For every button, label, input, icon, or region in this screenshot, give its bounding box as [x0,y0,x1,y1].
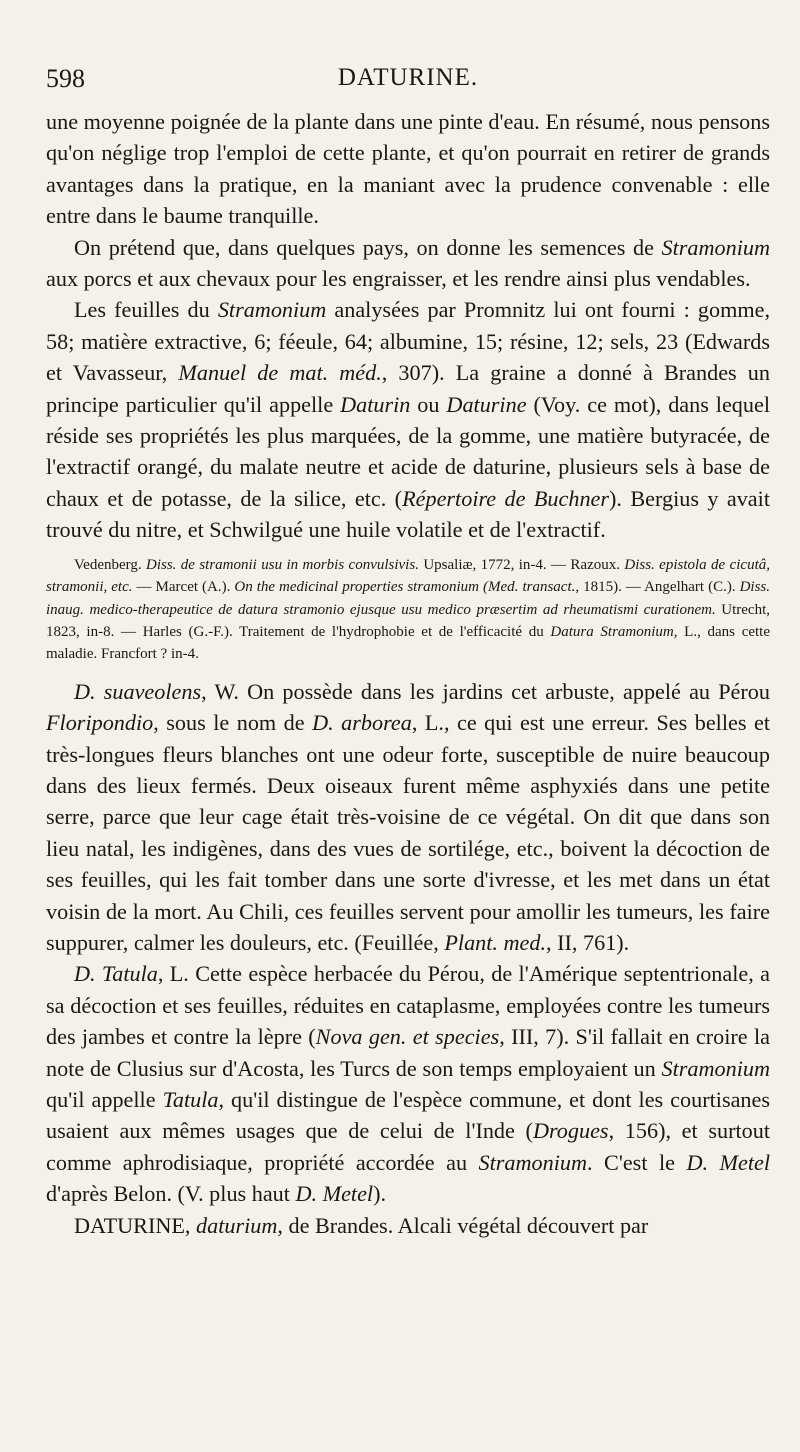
paragraph-suaveolens: D. suaveolens, W. On possède dans les jardins cet arbuste, appelé au Pérou Floripondio, sous le nom de D. arborea, L., ce qui est une erreur. Ses belles et très-longues fleurs blanches ont une odeur forte, susceptible de nuire beaucoup dans des lieux fermés. Deux oiseaux furent même asphyxiés dans une petite serre, parce que leur cage était très-voisine de ce végétal. On dit que dans son lieu natal, les indigènes, dans des vues de sortilége, etc., boivent la décoction de ses feuilles, qui les fait tomber dans une sorte d'ivresse, et les met dans un état voisin de la mort. Au Chili, ces feuilles servent pour amollir les tumeurs, les faire suppurer, calmer les douleurs, etc. (Feuillée, Plant. med., II, 761). [46,678,770,955]
page-body [46,106,770,1241]
paragraph-tatula: D. Tatula, L. Cette espèce herbacée du Pérou, de l'Amérique septentrionale, a sa décoction et ses feuilles, réduites en cataplasme, employées contre les tumeurs des jambes et contre la lèpre (Nova gen. et species, III, 7). S'il fallait en croire la note de Clusius sur d'Acosta, les Turcs de son temps employaient un Stramonium qu'il appelle Tatula, qu'il distingue de l'espèce commune, et dont les courtisanes usaient aux mêmes usages que de celui de l'Inde (Drogues, 156), et surtout comme aphrodisiaque, propriété accordée au Stramonium. C'est le D. Metel d'après Belon. (V. plus haut D. Metel). [46,961,771,1207]
running-head: DATURINE. [337,64,479,91]
paragraph-2: On prétend que, dans quelques pays, on donne les semences de Stramonium aux porcs et aux chevaux pour les engraisser, et les rendre ainsi plus vendables. [46,234,770,292]
paragraph-3: Les feuilles du Stramonium analysées par Promnitz lui ont fourni : gomme, 58; matière extractive, 6; féeule, 64; albumine, 15; résine, 12; sels, 23 (Edwards et Vavasseur, Manuel de mat. méd., 307). La graine a donné à Brandes un principe particulier qu'il appelle Daturin ou Daturine (Voy. ce mot), dans lequel réside ses propriétés les plus marquées, de la gomme, une matière butyracée, de l'extractif orangé, du malate neutre et acide de daturine, plusieurs sels à base de chaux et de potasse, de la silice, etc. (Répertoire de Buchner). Bergius y avait trouvé du nitre, et Schwilgué une huile volatile et de l'extractif. [46,297,771,543]
page-header [46,60,770,100]
paragraph-1: une moyenne poignée de la plante dans une pinte d'eau. En résumé, nous pensons qu'on néglige trop l'emploi de cette plante, et qu'on pourrait en retirer de grands avantages dans la pratique, en la maniant avec la prudence convenable : elle entre dans le baume tranquille. [46,109,770,229]
bibliography-notes: Vedenberg. Diss. de stramonii usu in morbis convulsivis. Upsaliæ, 1772, in-4. — Razoux. Diss. epistola de cicutâ, stramonii, etc. — Marcet (A.). On the medicinal properties stramonium (Med. transact., 1815). — Angelhart (C.). Diss. inaug. medico-therapeutice de datura stramonio ejusque usu medico præsertim ad rheumatismi curationem. Utrecht, 1823, in-8. — Harles (G.-F.). Traitement de l'hydrophobie et de l'efficacité du Datura Stramonium, L., dans cette maladie. Francfort ? in-4. [46,556,771,663]
paragraph-daturine-entry: DATURINE, daturium, de Brandes. Alcali végétal découvert par [74,1212,649,1238]
page-number: 598 [46,64,85,93]
